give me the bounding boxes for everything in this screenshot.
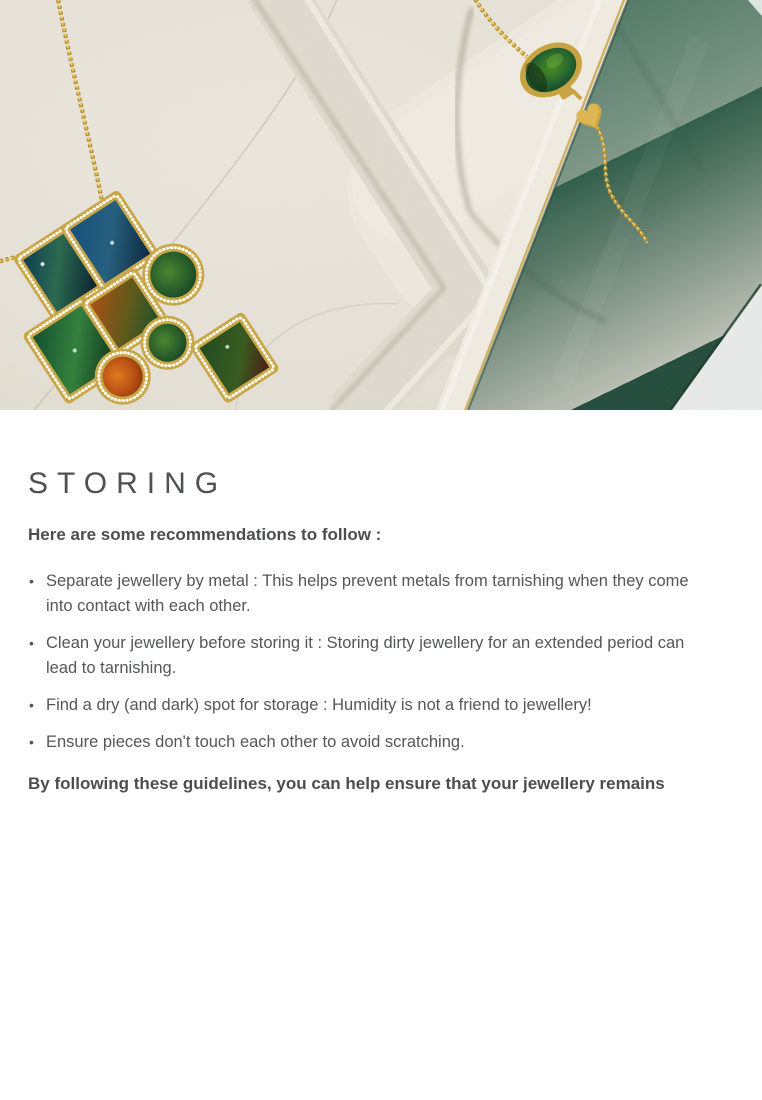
storing-section	[0, 467, 762, 794]
page-title: STORING	[28, 467, 228, 500]
recommendations-list	[28, 569, 710, 755]
jewellery-box-illustration	[0, 0, 762, 410]
list-item: • Ensure pieces don't touch each other to avoid scratching.	[28, 730, 710, 755]
hero-image	[0, 0, 762, 410]
closing-text: By following these guidelines, you can help ensure that your jewellery remains	[28, 774, 665, 793]
list-item: • Separate jewellery by metal : This helps prevent metals from tarnishing when they come into contact with each other.	[28, 569, 710, 619]
list-item: • Find a dry (and dark) spot for storage : Humidity is not a friend to jewellery!	[28, 693, 710, 718]
list-item: • Clean your jewellery before storing it : Storing dirty jewellery for an extended period can lead to tarnishing.	[28, 631, 710, 681]
intro-text: Here are some recommendations to follow :	[28, 525, 382, 544]
